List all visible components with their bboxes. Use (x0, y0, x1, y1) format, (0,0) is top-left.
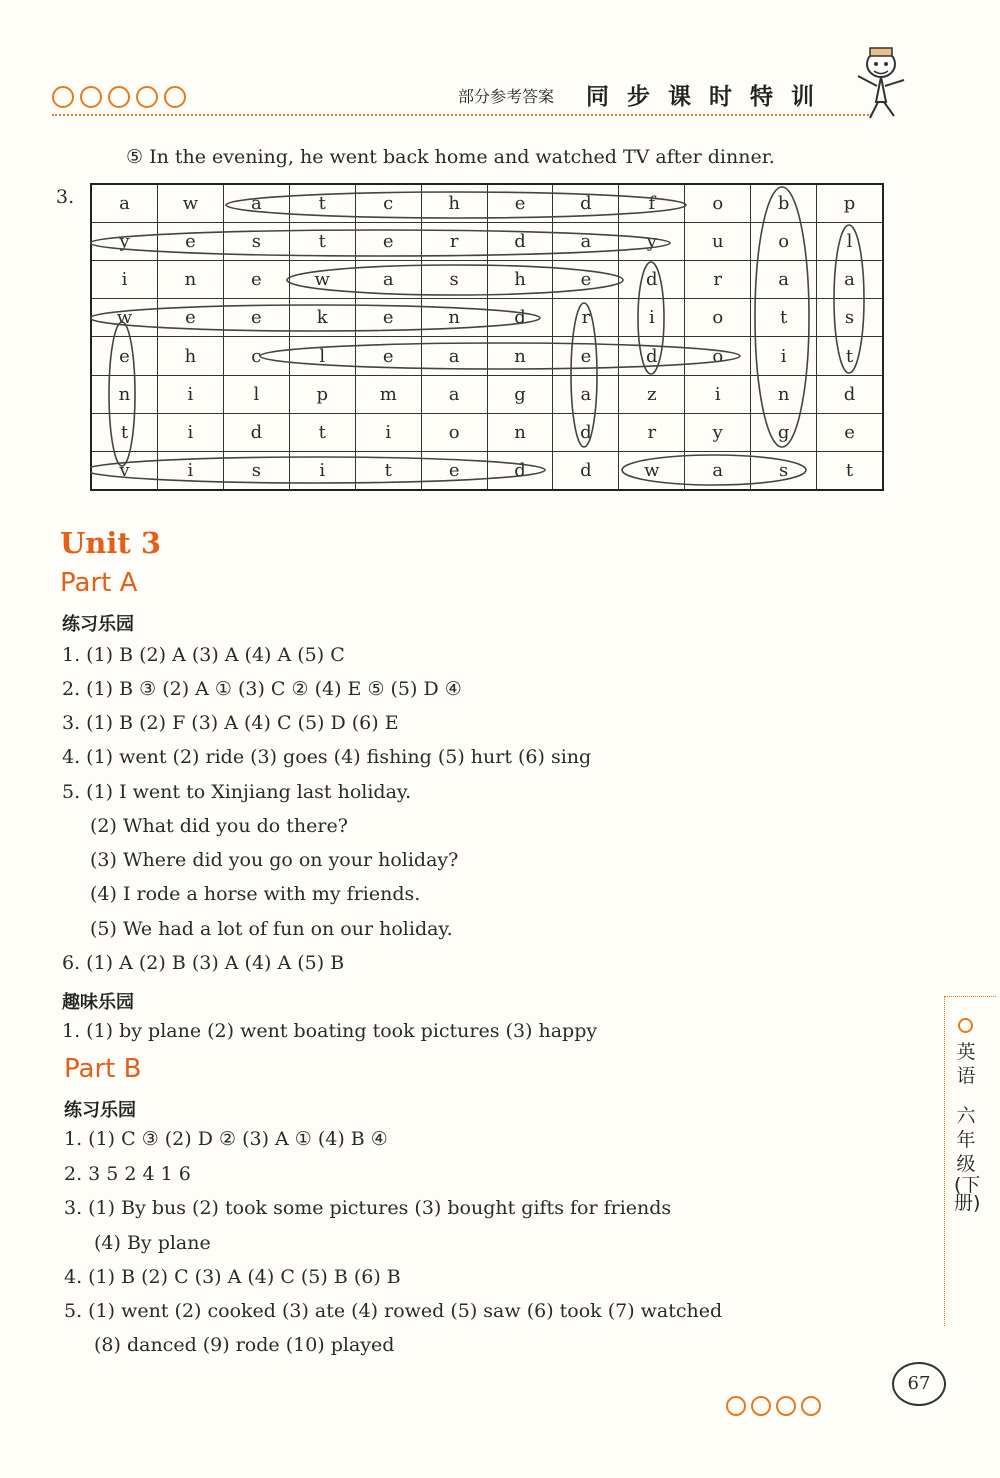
grid-cell: r (619, 413, 685, 451)
question-number: 3. (56, 186, 75, 208)
grid-cell: o (751, 223, 817, 261)
grid-cell: t (289, 185, 355, 223)
decor-circle (726, 1396, 746, 1416)
grid-cell: a (421, 375, 487, 413)
grid-cell: l (289, 337, 355, 375)
grid-cell: d (553, 451, 619, 489)
grid-cell: f (619, 185, 685, 223)
grid-cell: a (355, 261, 421, 299)
answer-line: (4) I rode a horse with my friends. (90, 883, 421, 905)
grid-cell: e (421, 451, 487, 489)
grid-cell: e (92, 337, 157, 375)
grid-cell: e (817, 413, 882, 451)
grid-cell: p (289, 375, 355, 413)
page-number: 67 (892, 1362, 946, 1406)
grid-cell: o (685, 185, 751, 223)
grid-cell: b (751, 185, 817, 223)
grid-cell: i (685, 375, 751, 413)
grid-cell: d (223, 413, 289, 451)
grid-cell: w (289, 261, 355, 299)
grid-cell: z (619, 375, 685, 413)
grid-cell: a (553, 223, 619, 261)
grid-cell: o (421, 413, 487, 451)
grid-cell: i (92, 261, 157, 299)
answer-line: 1. (1) B (2) A (3) A (4) A (5) C (62, 644, 345, 666)
grid-cell: i (355, 413, 421, 451)
grid-row (92, 413, 882, 451)
answer-line: 1. (1) C ③ (2) D ② (3) A ① (4) B ④ (64, 1128, 388, 1150)
grid-cell: h (487, 261, 553, 299)
grid-cell: d (553, 185, 619, 223)
header-divider (52, 114, 872, 116)
grid-cell: n (421, 299, 487, 337)
grid-cell: i (157, 413, 223, 451)
grid-cell: e (487, 185, 553, 223)
grid-cell: e (553, 337, 619, 375)
answer-line: 5. (1) went (2) cooked (3) ate (4) rowed (5) saw (6) took (7) watched (64, 1300, 723, 1322)
grid-cell: i (157, 451, 223, 489)
answer-line: 4. (1) B (2) C (3) A (4) C (5) B (6) B (64, 1266, 401, 1288)
answer-line: 4. (1) went (2) ride (3) goes (4) fishing (5) hurt (6) sing (62, 746, 592, 768)
grid-cell: n (157, 261, 223, 299)
grid-cell: n (92, 375, 157, 413)
grid-cell: a (817, 261, 882, 299)
grid-cell: t (289, 223, 355, 261)
grid-cell: r (553, 299, 619, 337)
grid-cell: y (685, 413, 751, 451)
grid-cell: r (685, 261, 751, 299)
decor-circle (958, 1018, 973, 1033)
grid-row (92, 261, 882, 299)
grid-cell: s (223, 451, 289, 489)
answer-line: (3) Where did you go on your holiday? (90, 849, 459, 871)
grid-cell: e (157, 299, 223, 337)
answer-line: 1. (1) by plane (2) went boating took pictures (3) happy (62, 1020, 598, 1042)
grid-row (92, 299, 882, 337)
answer-line: 3. (1) B (2) F (3) A (4) C (5) D (6) E (62, 712, 399, 734)
grid-cell: e (223, 261, 289, 299)
decor-circle (52, 86, 74, 108)
answer-line: (5) We had a lot of fun on our holiday. (90, 918, 453, 940)
decor-circle (80, 86, 102, 108)
grid-cell: e (157, 223, 223, 261)
grid-cell: d (553, 413, 619, 451)
grid-cell: t (817, 337, 882, 375)
answer-line: 2. 3 5 2 4 1 6 (64, 1163, 191, 1185)
grid-cell: n (487, 337, 553, 375)
grid-cell: a (685, 451, 751, 489)
grid-cell: c (355, 185, 421, 223)
footer-decoration (726, 1396, 821, 1416)
grid-row (92, 185, 882, 223)
grid-cell: r (421, 223, 487, 261)
grid-cell: y (619, 223, 685, 261)
grid-cell: s (751, 451, 817, 489)
decor-circle (108, 86, 130, 108)
decor-circle (801, 1396, 821, 1416)
decor-circle (751, 1396, 771, 1416)
grid-cell: a (751, 261, 817, 299)
grid-cell: p (817, 185, 882, 223)
grid-cell: t (289, 413, 355, 451)
grid-cell: s (223, 223, 289, 261)
grid-cell: e (355, 299, 421, 337)
mascot-icon (846, 42, 916, 122)
grid-cell: a (421, 337, 487, 375)
grid-cell: i (289, 451, 355, 489)
grid-cell: k (289, 299, 355, 337)
grid-cell: u (685, 223, 751, 261)
answer-line: 6. (1) A (2) B (3) A (4) A (5) B (62, 952, 345, 974)
grid-cell: a (223, 185, 289, 223)
answer-line: 5. (1) I went to Xinjiang last holiday. (62, 781, 412, 803)
grid-cell: n (487, 413, 553, 451)
grid-cell: h (157, 337, 223, 375)
grid-cell: e (553, 261, 619, 299)
decor-circle (164, 86, 186, 108)
grid-cell: w (619, 451, 685, 489)
grid-cell: d (817, 375, 882, 413)
word-search-grid (90, 183, 884, 491)
grid-row (92, 337, 882, 375)
grid-row (92, 375, 882, 413)
part-a-title: Part A (60, 568, 138, 598)
header-subtitle: 部分参考答案 (458, 87, 555, 106)
grid-cell: a (553, 375, 619, 413)
grid-cell: i (619, 299, 685, 337)
grid-cell: g (487, 375, 553, 413)
header-decoration (52, 86, 186, 108)
side-volume: (下册) (954, 1174, 981, 1214)
decor-circle (136, 86, 158, 108)
answer-line: (8) danced (9) rode (10) played (94, 1334, 395, 1356)
grid-cell: i (751, 337, 817, 375)
side-divider (944, 996, 945, 1326)
grid-cell: w (157, 185, 223, 223)
answer-line: (4) By plane (94, 1232, 211, 1254)
grid-row (92, 451, 882, 489)
side-grade: 六年级 (956, 1105, 976, 1175)
grid-cell: a (92, 185, 157, 223)
grid-cell: t (355, 451, 421, 489)
grid-cell: l (817, 223, 882, 261)
answer-line: 2. (1) B ③ (2) A ① (3) C ② (4) E ⑤ (5) D ④ (62, 678, 462, 700)
grid-cell: s (817, 299, 882, 337)
section-title: 练习乐园 (62, 614, 134, 635)
grid-cell: i (157, 375, 223, 413)
decor-circle (776, 1396, 796, 1416)
answer-line: (2) What did you do there? (90, 815, 348, 837)
intro-line: ⑤ In the evening, he went back home and watched TV after dinner. (126, 146, 775, 168)
grid-cell: d (619, 337, 685, 375)
part-b-title: Part B (64, 1054, 142, 1084)
grid-cell: d (487, 451, 553, 489)
grid-cell: o (685, 299, 751, 337)
grid-cell: l (223, 375, 289, 413)
grid-cell: y (92, 223, 157, 261)
grid-cell: w (92, 299, 157, 337)
header-title: 同步课时特训 (586, 84, 832, 110)
grid-cell: d (619, 261, 685, 299)
side-subject: 英语 (956, 1041, 976, 1087)
grid-cell: e (223, 299, 289, 337)
grid-cell: d (487, 223, 553, 261)
grid-cell: c (223, 337, 289, 375)
grid-cell: s (421, 261, 487, 299)
grid-cell: e (355, 223, 421, 261)
grid-cell: v (92, 451, 157, 489)
grid-cell: d (487, 299, 553, 337)
answer-line: 3. (1) By bus (2) took some pictures (3) bought gifts for friends (64, 1197, 672, 1219)
unit-title: Unit 3 (60, 526, 162, 560)
grid-cell: o (685, 337, 751, 375)
side-divider (944, 996, 996, 997)
grid-cell: t (92, 413, 157, 451)
grid-cell: m (355, 375, 421, 413)
section-title: 趣味乐园 (62, 992, 134, 1013)
section-title: 练习乐园 (64, 1100, 136, 1121)
grid-cell: e (355, 337, 421, 375)
grid-cell: t (817, 451, 882, 489)
grid-cell: h (421, 185, 487, 223)
grid-cell: n (751, 375, 817, 413)
grid-cell: g (751, 413, 817, 451)
grid-row (92, 223, 882, 261)
grid-cell: t (751, 299, 817, 337)
